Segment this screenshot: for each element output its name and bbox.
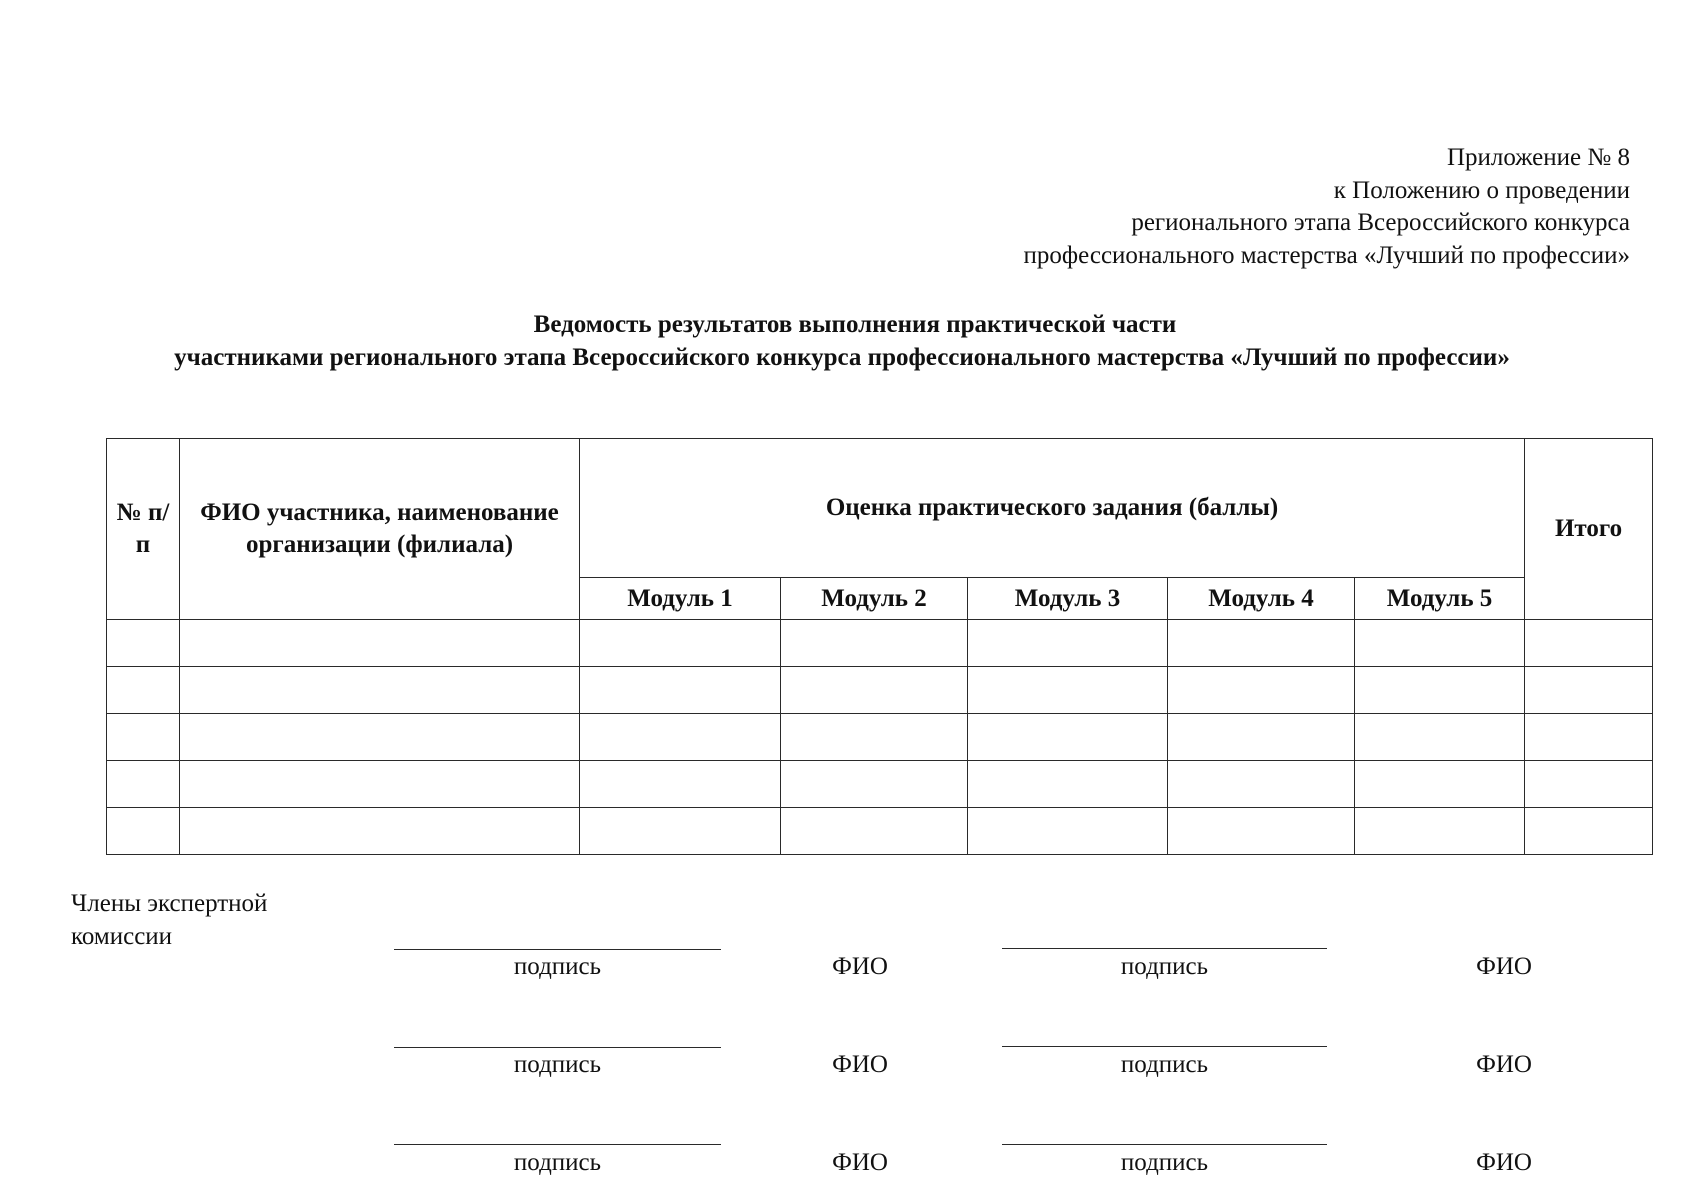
commission-label: Члены экспертной комиссии xyxy=(71,890,268,950)
table-cell[interactable] xyxy=(107,667,180,714)
table-cell[interactable] xyxy=(1168,808,1355,855)
signature-caption: подпись xyxy=(1120,1149,1209,1176)
table-cell[interactable] xyxy=(107,808,180,855)
table-cell[interactable] xyxy=(1355,714,1525,761)
table-cell[interactable] xyxy=(1355,667,1525,714)
table-cell[interactable] xyxy=(968,714,1168,761)
appendix-block xyxy=(1024,142,1630,272)
table-row xyxy=(107,620,1653,667)
table-cell[interactable] xyxy=(1355,761,1525,808)
table-cell[interactable] xyxy=(1355,808,1525,855)
table-cell[interactable] xyxy=(180,761,580,808)
header-grade-group: Оценка практического задания (баллы) xyxy=(580,439,1525,578)
table-cell[interactable] xyxy=(180,714,580,761)
table-cell[interactable] xyxy=(968,620,1168,667)
header-participant: ФИО участника, наименование организации (филиала) xyxy=(180,439,580,620)
signature-line[interactable] xyxy=(1002,1046,1327,1047)
name-caption: ФИО xyxy=(1476,1051,1532,1078)
table-cell[interactable] xyxy=(968,761,1168,808)
table-cell[interactable] xyxy=(968,667,1168,714)
table-cell[interactable] xyxy=(1525,714,1653,761)
table-cell[interactable] xyxy=(781,808,968,855)
appendix-line: Приложение № 8 xyxy=(1446,144,1630,171)
appendix-line: к Положению о проведении xyxy=(1333,176,1630,204)
signature-caption: подпись xyxy=(1120,1051,1209,1078)
table-cell[interactable] xyxy=(180,808,580,855)
table-cell[interactable] xyxy=(1525,667,1653,714)
header-module-4: Модуль 4 xyxy=(1168,578,1355,620)
table-cell[interactable] xyxy=(580,667,781,714)
table-cell[interactable] xyxy=(1168,667,1355,714)
table-cell[interactable] xyxy=(781,761,968,808)
results-table xyxy=(106,438,1653,855)
table-cell[interactable] xyxy=(781,714,968,761)
header-module-1: Модуль 1 xyxy=(580,578,781,620)
table-cell[interactable] xyxy=(781,667,968,714)
header-total: Итого xyxy=(1525,439,1653,620)
signature-caption: подпись xyxy=(513,1149,602,1176)
signature-line[interactable] xyxy=(1002,948,1327,949)
table-cell[interactable] xyxy=(1168,620,1355,667)
table-cell[interactable] xyxy=(1355,620,1525,667)
name-caption: ФИО xyxy=(832,953,888,980)
table-cell[interactable] xyxy=(107,761,180,808)
table-cell[interactable] xyxy=(1525,620,1653,667)
appendix-line: регионального этапа Всероссийского конкурса xyxy=(1131,209,1630,236)
table-row xyxy=(107,667,1653,714)
table-cell[interactable] xyxy=(1525,808,1653,855)
table-cell[interactable] xyxy=(1168,714,1355,761)
signature-line[interactable] xyxy=(394,1144,721,1145)
appendix-line: профессионального мастерства «Лучший по профессии» xyxy=(1023,241,1630,269)
table-cell[interactable] xyxy=(1525,761,1653,808)
title-line-2: участниками регионального этапа Всероссийского конкурса профессионального мастерства «Лучший по профессии» xyxy=(174,343,1510,371)
table-cell[interactable] xyxy=(107,714,180,761)
title-line-1: Ведомость результатов выполнения практической части xyxy=(533,311,1177,338)
signature-caption: подпись xyxy=(513,953,602,980)
signature-line[interactable] xyxy=(394,949,721,950)
name-caption: ФИО xyxy=(832,1051,888,1078)
name-caption: ФИО xyxy=(832,1149,888,1176)
header-module-3: Модуль 3 xyxy=(968,578,1168,620)
table-cell[interactable] xyxy=(580,761,781,808)
table-cell[interactable] xyxy=(781,620,968,667)
name-caption: ФИО xyxy=(1476,953,1532,980)
table-cell[interactable] xyxy=(580,714,781,761)
header-number: № п/п xyxy=(107,439,180,620)
name-caption: ФИО xyxy=(1476,1149,1532,1176)
document-title xyxy=(0,309,1694,374)
table-cell[interactable] xyxy=(1168,761,1355,808)
signature-line[interactable] xyxy=(394,1047,721,1048)
table-cell[interactable] xyxy=(580,808,781,855)
table-row xyxy=(107,761,1653,808)
header-module-2: Модуль 2 xyxy=(781,578,968,620)
table-cell[interactable] xyxy=(180,667,580,714)
table-row xyxy=(107,714,1653,761)
table-row xyxy=(107,808,1653,855)
signature-line[interactable] xyxy=(1002,1144,1327,1145)
table-cell[interactable] xyxy=(968,808,1168,855)
signature-caption: подпись xyxy=(1120,953,1209,980)
table-cell[interactable] xyxy=(580,620,781,667)
header-module-5: Модуль 5 xyxy=(1355,578,1525,620)
table-cell[interactable] xyxy=(180,620,580,667)
table-cell[interactable] xyxy=(107,620,180,667)
signature-caption: подпись xyxy=(513,1051,602,1078)
